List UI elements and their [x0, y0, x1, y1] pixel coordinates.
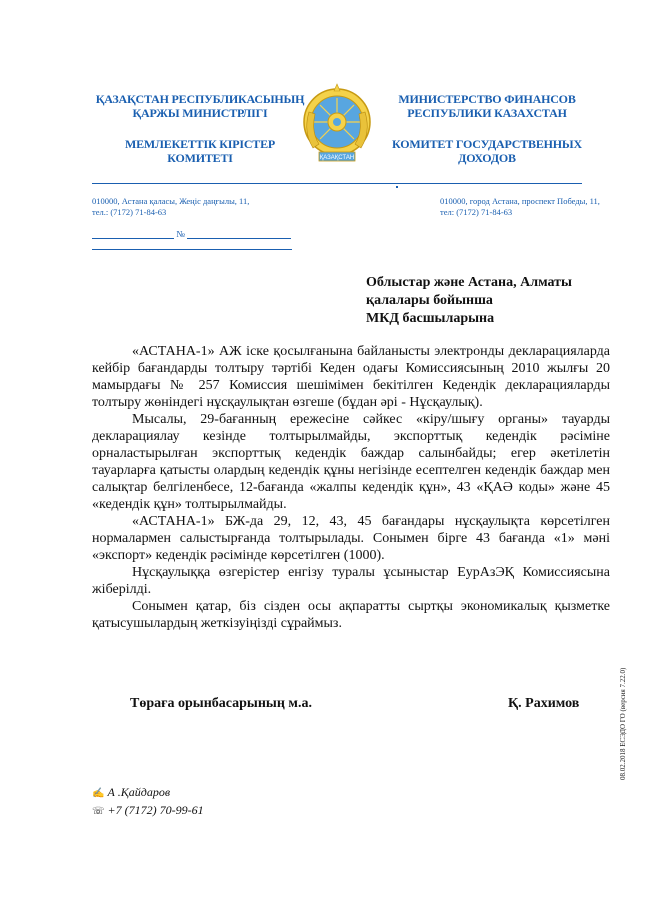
state-emblem-icon	[301, 82, 373, 172]
addressee-line-2: қалалары бойынша	[366, 293, 493, 308]
right-address: 010000, город Астана, проспект Победы, 11,	[440, 196, 600, 206]
signatory-title: Төраға орынбасарының м.а.	[130, 696, 312, 711]
emblem-banner-text: ҚАЗАҚСТАН	[319, 155, 355, 161]
addressee-block	[366, 274, 616, 328]
body-paragraph-1: «АСТАНА-1» АЖ іске қосылғанына байланысты электронды декларацияларда кейбір бағандарды толтыру тәртібі Кеден одағы Комиссиясының 2010 жылғы 20 мамырдағы № 257 Комиссия шешімімен бекітілген Кедендік декларацияларды толтыру жөніндегі нұсқаулықтан өзгеше (бұдан әрі - Нұсқаулық).	[92, 344, 610, 410]
registration-second-line	[92, 249, 292, 250]
header-right-committee: КОМИТЕТ ГОСУДАРСТВЕННЫХ ДОХОДОВ	[392, 137, 582, 165]
header-left-ministry: ҚАЗАҚСТАН РЕСПУБЛИКАСЫНЫҢ ҚАРЖЫ МИНИСТРЛІГІ	[95, 92, 305, 120]
registration-number-line	[92, 229, 291, 239]
pen-icon: ✍	[92, 788, 105, 799]
executor-name: А .Қайдаров	[107, 785, 171, 799]
phone-icon: ☏	[92, 806, 105, 817]
divider-dot	[396, 186, 398, 188]
body-paragraph-3: «АСТАНА-1» БЖ-да 29, 12, 43, 45 бағандары нұсқаулықта көрсетілген нормалармен салыстырғанда толтырылады. Сонымен бірге 43 бағанда «1» мәні «экспорт» кедендік рәсімінде көрсетілген (1000).	[92, 514, 610, 563]
letter-body	[92, 343, 610, 632]
body-paragraph-2: Мысалы, 29-бағанның ережесіне сәйкес «кіру/шығу органы» тауарды декларациялау кезінде толтырылмайды, экспорттық кедендік рәсіміне орналастырылған экспорттық кедендік баждар салынбайды; егер әкетілетін тауарларға қатысты олардың кедендік құны негізінде есептелген кедендік баждар мен салықтар белгіленбесе, 12-бағанда «жалпы кедендік құн», 43 «ҚАӘ коды» және 45 «кедендік құн» толтырылмайды.	[92, 412, 610, 512]
side-stamp-text: 08.02.2018 ЕСЭДО ГО (версия 7.22.0)	[619, 667, 627, 780]
signatory-name: Қ. Рахимов	[508, 696, 580, 711]
header-right-ministry: МИНИСТЕРСТВО ФИНАНСОВ РЕСПУБЛИКИ КАЗАХСТАН	[398, 92, 576, 120]
body-paragraph-5: Сонымен қатар, біз сізден осы ақпаратты сыртқы экономикалық қызметке қатысушылардың жеткізуіңізді сұраймыз.	[92, 599, 610, 631]
header-divider	[92, 183, 582, 184]
header-left-committee: МЕМЛЕКЕТТІК КІРІСТЕР КОМИТЕТІ	[124, 137, 276, 165]
left-address: 010000, Астана қаласы, Жеңіс даңғылы, 11,	[92, 196, 250, 206]
addressee-line-1: Облыстар және Астана, Алматы	[366, 275, 572, 290]
body-paragraph-4: Нұсқаулыққа өзгерістер енгізу туралы ұсыныстар ЕурАзЭҚ Комиссиясына жіберілді.	[92, 565, 610, 597]
addressee-line-3: МКД басшыларына	[366, 311, 495, 326]
executor-block	[92, 784, 204, 820]
left-address-block	[92, 196, 292, 218]
number-sign: №	[176, 229, 185, 239]
right-phone: тел: (7172) 71-84-63	[440, 207, 513, 217]
executor-phone: +7 (7172) 70-99-61	[107, 803, 204, 817]
date-blank	[92, 230, 174, 239]
right-address-block	[440, 196, 600, 218]
left-phone: тел.: (7172) 71-84-63	[92, 207, 167, 217]
number-blank	[187, 230, 291, 239]
